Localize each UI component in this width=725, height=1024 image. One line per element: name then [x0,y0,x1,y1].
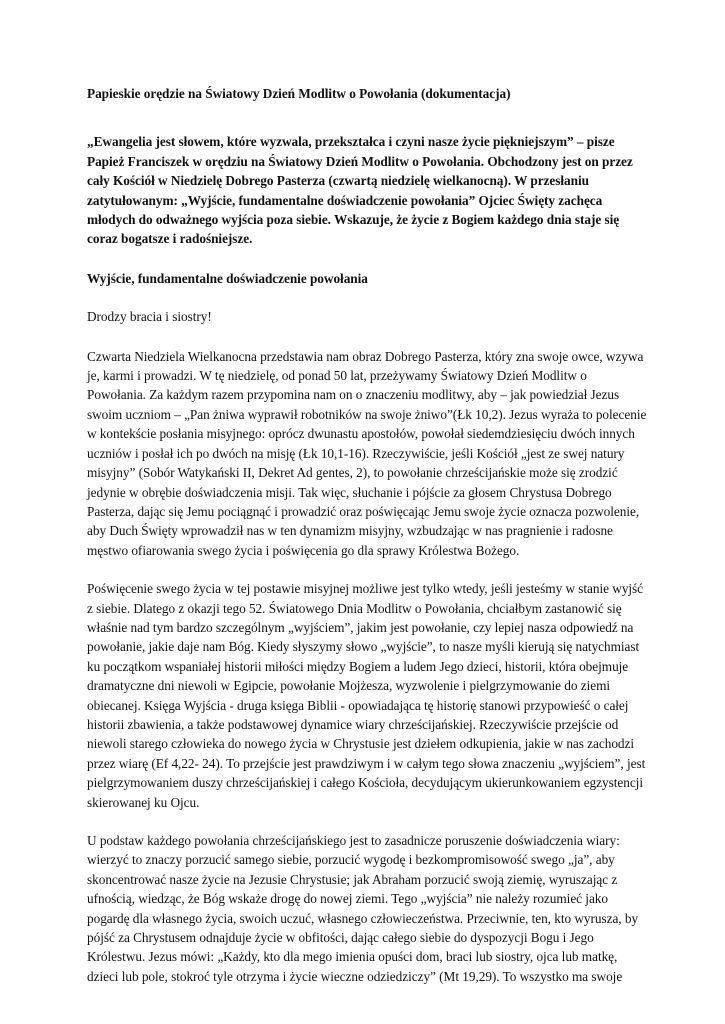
body-paragraph: Czwarta Niedziela Wielkanocna przedstawia nam obraz Dobrego Pasterza, który zna swoje owce, wzywa je, karmi i prowadzi. W tę niedzielę, od ponad 50 lat, przeżywamy Światowy Dzień Modlitw o Powołania. Za każdym razem przypomina nam on o znaczeniu modlitwy, aby – jak powiedział Jezus swoim uczniom – „Pan żniwa wyprawił robotników na swoje żniwo”(Łk 10,2). Jezus wyraża to polecenie w kontekście posłania misyjnego: oprócz dwunastu apostołów, powołał siedemdziesięciu dwóch innych uczniów i posłał ich po dwóch na misję (Łk 10,1-16). Rzeczywiście, jeśli Kościół „jest ze swej natury misyjny” (Sobór Watykański II, Dekret Ad gentes, 2), to powołanie chrześcijańskie może się zrodzić jedynie w obrębie doświadczenia misji. Tak więc, słuchanie i pójście za głosem Chrystusa Dobrego Pasterza, dając się Jemu pociągnąć i prowadzić oraz poświęcając Jemu swoje życie oznacza pozwolenie, aby Duch Święty wprowadził nas w ten dynamizm misyjny, wzbudzając w nas pragnienie i radosne męstwo ofiarowania swego życia i poświęcenia go dla sprawy Królestwa Bożego. [87,348,647,558]
document-title: Papieskie orędzie na Światowy Dzień Modlitw o Powołania (dokumentacja) [87,86,511,101]
section-heading: Wyjście, fundamentalne doświadczenie powołania [87,270,368,286]
document-page [87,84,647,1005]
body-paragraph: U podstaw każdego powołania chrześcijańskiego jest to zasadnicze poruszenie doświadczenia wiary: wierzyć to znaczy porzucić samego siebie, porzucić wygodę i bezkompromisowość swego „ja”, aby skoncentrować nasze życie na Jezusie Chrystusie; jak Abraham porzucić swoją ziemię, wyruszając z ufnością, wiedząc, że Bóg wskaże drogę do nowej ziemi. Tego „wyjścia” nie należy rozumieć jako pogardę dla własnego życia, swoich uczuć, własnego człowieczeństwa. Przeciwnie, ten, kto wyrusza, by pójść za Chrystusem odnajduje życie w obfitości, dając całego siebie do dyspozycji Bogu i Jego Królestwu. Jezus mówi: „Każdy, kto dla mego imienia opuści dom, braci lub siostry, ojca lub matkę, dzieci lub pole, stokroć tyle otrzyma i życie wieczne odziedziczy” (Mt 19,29). To wszystko ma swoje [87,833,639,984]
body-paragraph: Poświęcenie swego życia w tej postawie misyjnej możliwe jest tylko wtedy, jeśli jesteśmy w stanie wyjść z siebie. Dlatego z okazji tego 52. Światowego Dnia Modlitw o Powołania, chciałbym zastanowić się właśnie nad tym bardzo szczególnym „wyjściem”, jakim jest powołanie, czy lepiej nasza odpowiedź na powołanie, jakie daje nam Bóg. Kiedy słyszymy słowo „wyjście”, to nasze myśli kierują się natychmiast ku początkom wspaniałej historii miłości między Bogiem a ludem Jego dzieci, historii, która obejmuje dramatyczne dni niewoli w Egipcie, powołanie Mojżesza, wyzwolenie i pielgrzymowanie do ziemi obiecanej. Księga Wyjścia - druga księga Biblii - opowiadająca tę historię stanowi przypowieść o całej historii zbawienia, a także podstawowej dynamice wiary chrześcijańskiej. Rzeczywiście przejście od niewoli starego człowieka do nowego życia w Chrystusie jest dziełem odkupienia, jakie w nas zachodzi przez wiarę (Ef 4,22- 24). To przejście jest prawdziwym i w całym tego słowa znaczeniu „wyjściem”, jest pielgrzymowaniem duszy chrześcijańskiej i całego Kościoła, decydującym ukierunkowaniem egzystencji skierowanej ku Ojcu. [87,581,646,810]
greeting: Drodzy bracia i siostry! [87,309,212,325]
lead-paragraph: „Ewangelia jest słowem, które wyzwala, przekształca i czyni nasze życie piękniejszym” – pisze Papież Franciszek w orędziu na Światowy Dzień Modlitw o Powołania. Obchodzony jest on przez cały Kościół w Niedzielę Dobrego Pasterza (czwartą niedzielę wielkanocną). W przesłaniu zatytułowanym: „Wyjście, fundamentalne doświadczenie powołania” Ojciec Święty zachęca młodych do odważnego wyjścia poza siebie. Wskazuje, że życie z Bogiem każdego dnia staje się coraz bogatsze i radośniejsze. [87,134,633,247]
